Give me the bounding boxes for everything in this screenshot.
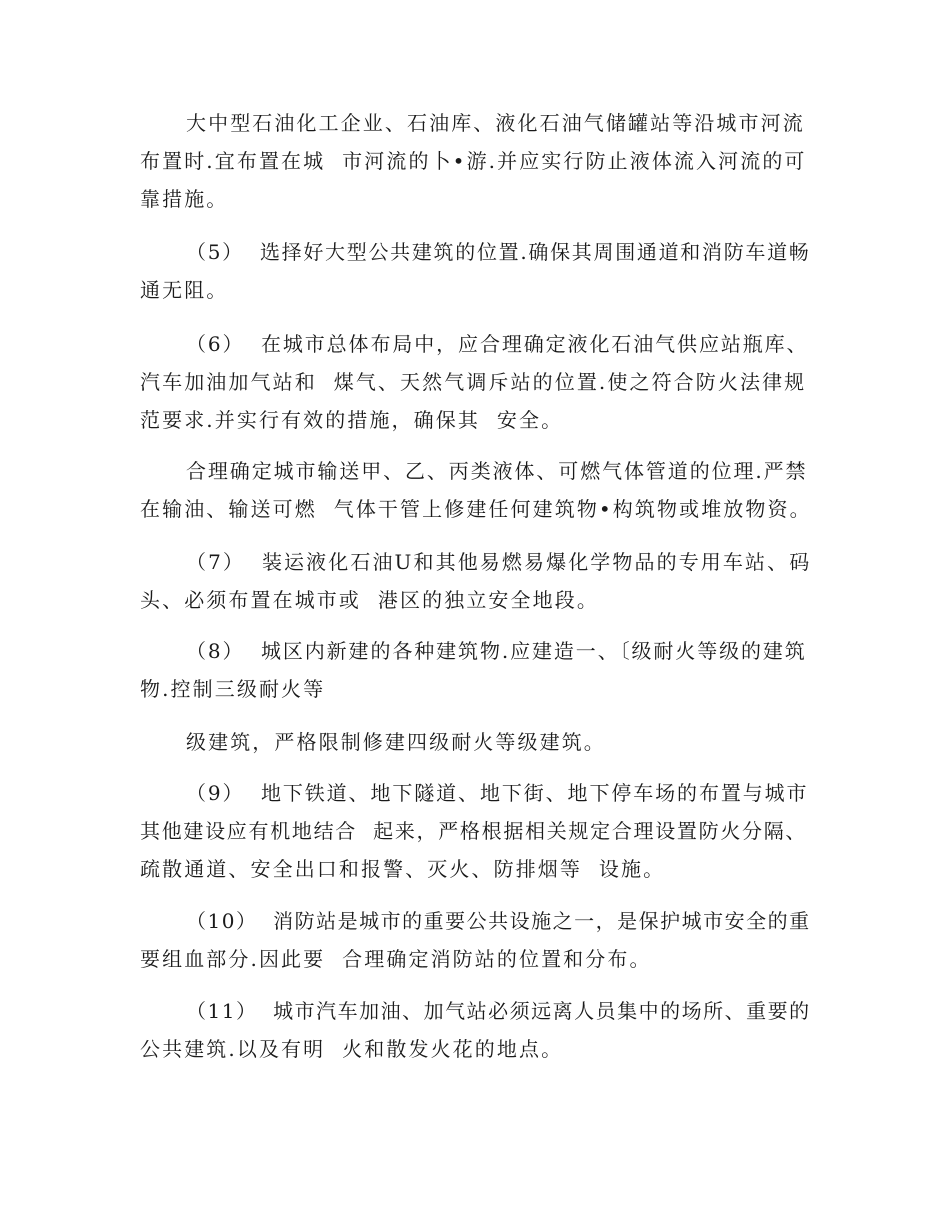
paragraph-2-line-2: 范要求.并实行有效的措施，确保其 安全。 — [140, 408, 564, 432]
paragraph-1-line-0: （5） 选择好大型公共建筑的位置.确保其周围通道和消防车道畅 — [186, 240, 811, 264]
paragraph-2-line-0: （6） 在城市总体布局中，应合理确定液化石油气供应站瓶库、 — [186, 332, 809, 356]
paragraph-8-line-0: （10） 消防站是城市的重要公共设施之一，是保护城市安全的重 — [186, 909, 811, 933]
paragraph-7-line-2: 疏散通道、安全出口和报警、灭火、防排烟等 设施。 — [140, 857, 666, 881]
paragraph-7-line-0: （9） 地下铁道、地下隧道、地下街、地下停车场的布置与城市 — [186, 781, 809, 805]
paragraph-8-line-1: 要组血部分.因此要 合理确定消防站的位置和分布。 — [140, 947, 652, 971]
paragraph-0-line-2: 靠措施。 — [140, 187, 229, 211]
paragraph-0-line-1: 布置时.宜布置在城 市河流的卜•游.并应实行防止液体流入河流的可 — [140, 149, 807, 173]
paragraph-5-line-1: 物.控制三级耐火等 — [140, 677, 326, 701]
paragraph-5-line-0: （8） 城区内新建的各种建筑物.应建造一、〔级耐火等级的建筑 — [186, 639, 807, 663]
paragraph-0-line-0: 大中型石油化工企业、石油库、液化石油气储罐站等沿城市河流 — [186, 111, 805, 135]
paragraph-3-line-1: 在输油、输送可燃 气体干管上修建任何建筑物•构筑物或堆放物资。 — [140, 497, 812, 521]
paragraph-6-line-0: 级建筑，严格限制修建四级耐火等级建筑。 — [186, 730, 606, 754]
paragraph-7-line-1: 其他建设应有机地结合 起来，严格根据相关规定合理设置防火分隔、 — [140, 819, 808, 843]
paragraph-4-line-1: 头、必须布置在城市或 港区的独立安全地段。 — [140, 588, 599, 612]
paragraph-1-line-1: 通无阻。 — [140, 278, 229, 302]
paragraph-9-line-1: 公共建筑.以及有明 火和散发火花的地点。 — [140, 1037, 564, 1061]
paragraph-4-line-0: （7） 装运液化石油U和其他易燃易爆化学物品的专用车站、码 — [186, 550, 812, 574]
paragraph-9-line-0: （11） 城市汽车加油、加气站必须远离人员集中的场所、重要的 — [186, 999, 811, 1023]
paragraph-3-line-0: 合理确定城市输送甲、乙、丙类液体、可燃气体管道的位理.严禁 — [186, 459, 808, 483]
paragraph-2-line-1: 汽车加油加气站和 煤气、天然气调斥站的位置.使之符合防火法律规 — [140, 370, 807, 394]
